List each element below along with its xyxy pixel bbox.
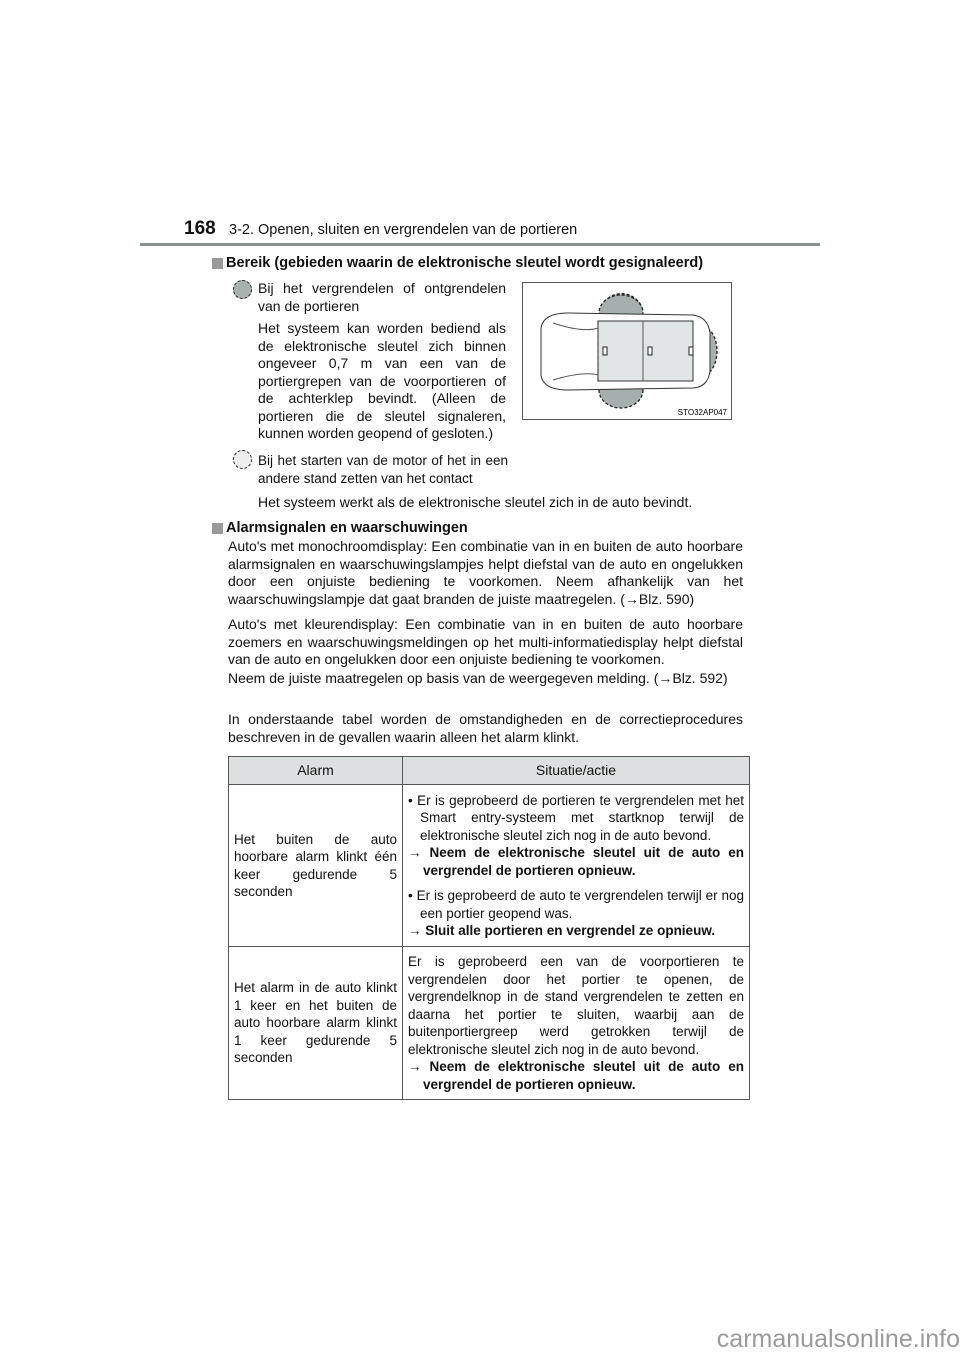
paragraph-color: Auto's met kleurendisplay: Een combinatie van in en buiten de auto hoorbare zoemers en waarschuwingsmeldingen op het multi-informatiedisplay helpt diefstal van de auto en ongelukken door een onjuiste bediening te voorkomen. [228,616,743,667]
page-number: 168 [184,218,216,239]
figure-code: STO32AP047 [677,408,727,417]
situation-cell [403,785,750,947]
header-situation: Situatie/actie [403,757,750,785]
header-alarm: Alarm [229,757,403,785]
item2-body: Het systeem werkt als de elektronische sleutel zich in de auto bevindt. [258,494,693,510]
section-heading-range [212,255,703,271]
action-text: → Neem de elektronische sleutel uit de auto en vergrendel de portieren opnieuw. [408,845,744,878]
square-bullet-icon [212,523,223,534]
item1-body: Het systeem kan worden bediend als de elektronische sleutel zich binnen ongeveer 0,7 m van een van de portiergrepen van de voorportieren of de achterklep bevindt. (Alleen de portieren die de sleutel signaleren, kunnen worden geopend of gesloten.) [258,320,506,441]
alarm-cell: Het alarm in de auto klinkt 1 keer en het buiten de auto hoorbare alarm klinkt 1 keer gedurende 5 seconden [229,947,403,1100]
situation-text: • Er is geprobeerd de auto te vergrendelen terwijl er nog een portier geopend was. [408,888,744,921]
alarm-cell: Het buiten de auto hoorbare alarm klinkt één keer gedurende 5 seconden [229,785,403,947]
item1-label: Bij het vergrendelen of ontgrendelen van de portieren [258,280,506,314]
header-rule [140,243,820,246]
table-row [229,947,750,1100]
heading-text: Alarmsignalen en waarschuwingen [226,520,468,536]
paragraph-color-ref: Neem de juiste maatregelen op basis van de weergegeven melding. (→Blz. 592) [228,670,728,686]
table-row [229,785,750,947]
chapter-title: 3-2. Openen, sluiten en vergrendelen van de portieren [229,222,578,238]
situation-text: • Er is geprobeerd de portieren te vergrendelen met het Smart entry-systeem met startknop terwijl de elektronische sleutel zich nog in de auto bevond. [408,792,744,843]
light-zone-icon [233,450,252,469]
paragraph-monochrome: Auto's met monochroomdisplay: Een combinatie van in en buiten de auto hoorbare alarmsignalen en waarschuwingslampjes helpt diefstal van de auto en ongelukken door een onjuiste bediening te voorkomen. Neem afhankelijk van het waarschuwingslampje dat gaat branden de juiste maatregelen. (→Blz. 590) [228,538,743,607]
item2-label: Bij het starten van de motor of het in een andere stand zetten van het contact [258,453,508,486]
section-heading-alarms [212,520,468,536]
watermark: carmanualsonline.info [716,1325,960,1353]
car-range-figure [522,282,732,420]
paragraph-table-intro: In onderstaande tabel worden de omstandigheden en de correctieprocedures beschreven in de gevallen waarin alleen het alarm klinkt. [228,711,743,745]
action-text: → Sluit alle portieren en vergrendel ze opnieuw. [408,923,716,938]
situation-text: Er is geprobeerd een van de voorportieren te vergrendelen door het portier te openen, de vergrendelknop in de stand vergrendelen te zetten en daarna het portier te sluiten, waarbij aan de buitenportiergreep werd getrokken terwijl de elektronische sleutel zich nog in de auto bevond. [408,954,744,1057]
gray-zone-icon [233,280,252,299]
action-text: → Neem de elektronische sleutel uit de auto en vergrendel de portieren opnieuw. [408,1059,744,1092]
heading-text: Bereik (gebieden waarin de elektronische sleutel wordt gesignaleerd) [226,255,704,271]
table-header-row [229,757,750,785]
situation-cell [403,947,750,1100]
alarm-table [228,756,750,1100]
square-bullet-icon [212,258,223,269]
car-top-view-illustration [523,283,731,419]
